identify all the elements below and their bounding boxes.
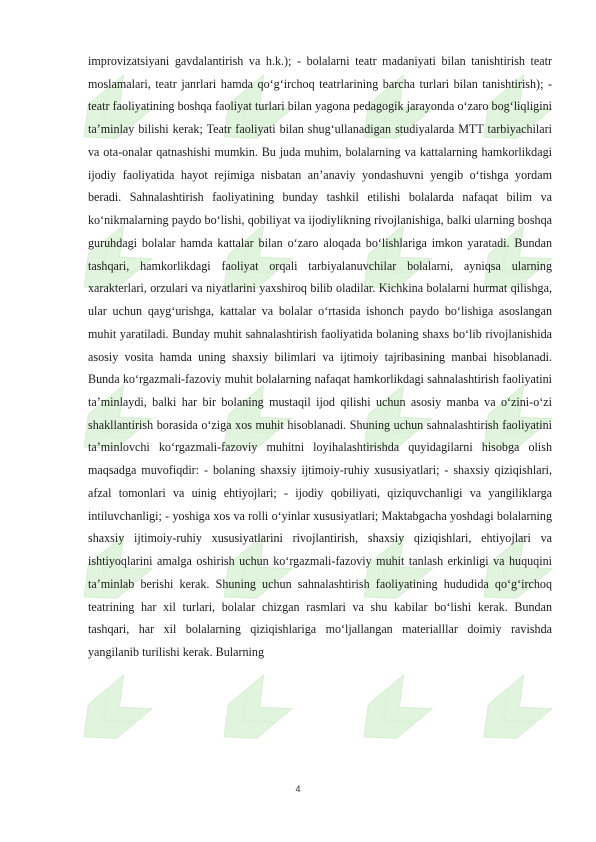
watermark-chevron <box>350 675 432 754</box>
page-number: 4 <box>295 784 301 794</box>
watermark-chevron <box>210 675 292 754</box>
watermark-chevron <box>470 675 552 754</box>
watermark-chevron <box>70 675 152 754</box>
body-paragraph: improvizatsiyani gavdalantirish va h.k.); - bolalarni teatr madaniyati bilan tanishtirish teatr moslamalari, teatr janrlari hamda qo‘g‘irchoq teatrlarining barcha turlari bilan tanishtirish); - teatr faoliyatining boshqa faoliyat turlari bilan yagona pedagogik jarayonda o‘zaro bog‘liqligini ta’minlay bilishi kerak; Teatr faoliyati bilan shug‘ullanadigan studiyalarda MTT tarbiyachilari va ota-onalar qatnashishi mumkin. Bu juda muhim, bolalarning va kattalarning hamkorlikdagi ijodiy faoliyatida hayot rejimiga nisbatan an’anaviy yondashuvni yengib o‘tishga yordam beradi. Sahnalashtirish faoliyatining bunday tashkil etilishi bolalarda nafaqat bilim va ko‘nikmalarning paydo bo‘lishi, qobiliyat va ijodiylikning rivojlanishiga, balki ularning boshqa guruhdagi bolalar hamda kattalar bilan o‘zaro aloqada bo‘lishlariga imkon yaratadi. Bundan tashqari, hamkorlikdagi faoliyat orqali tarbiyalanuvchilar bolalarni, ayniqsa ularning xarakterlari, orzulari va niyatlarini yaxshiroq bilib oladilar. Kichkina bolalarni hurmat qilishga, ular uchun qayg‘urishga, kattalar va bolalar o‘rtasida ishonch paydo bo‘lishiga asoslangan muhit yaratiladi. Bunday muhit sahnalashtirish faoliyatida bolaning shaxs bo‘lib rivojlanishida asosiy vosita hamda uning shaxsiy bilimlari va ijtimoiy tajribasining manbai hisoblanadi. Bunda ko‘rgazmali-fazoviy muhit bolalarning nafaqat hamkorlikdagi sahnalashtirish faoliyatini ta’minlaydi, balki har bir bolaning mustaqil ijod qilishi uchun asosiy manba va o‘zini-o‘zi shakllantirish borasida o‘ziga xos muhit hisoblanadi. Shuning uchun sahnalashtirish faoliyatini ta’minlovchi ko‘rgazmali-fazoviy muhitni loyihalashtirishda quyidagilarni hisobga olish maqsadga muvofiqdir: - bolaning shaxsiy ijtimoiy-ruhiy xususiyatlari; - shaxsiy qiziqishlari, afzal tomonlari va uinig ehtiyojlari; - ijodiy qobiliyati, qiziquvchanligi va yangiliklarga intiluvchanligi; - yoshiga xos va rolli o‘yinlar xususiyatlari; Maktabgacha yoshdagi bolalarning shaxsiy ijtimoiy-ruhiy xususiyatlarini rivojlantirish, shaxsiy qiziqishlari, ehtiyojlari va ishtiyoqlarini amalga oshirish uchun ko‘rgazmali-fazoviy muhit tanlash erkinligi va huquqini ta’minlab berishi kerak. Shuning uchun sahnalashtirish faoliyatining hududida qo‘g‘irchoq teatrining har xil turlari, bolalar chizgan rasmlari va shu kabilar bo‘lishi kerak. Bundan tashqari, har xil bolalarning qiziqishlariga mo‘ljallangan materialllar doimiy ravishda yangilanib turilishi kerak. Bularning <box>88 54 552 660</box>
